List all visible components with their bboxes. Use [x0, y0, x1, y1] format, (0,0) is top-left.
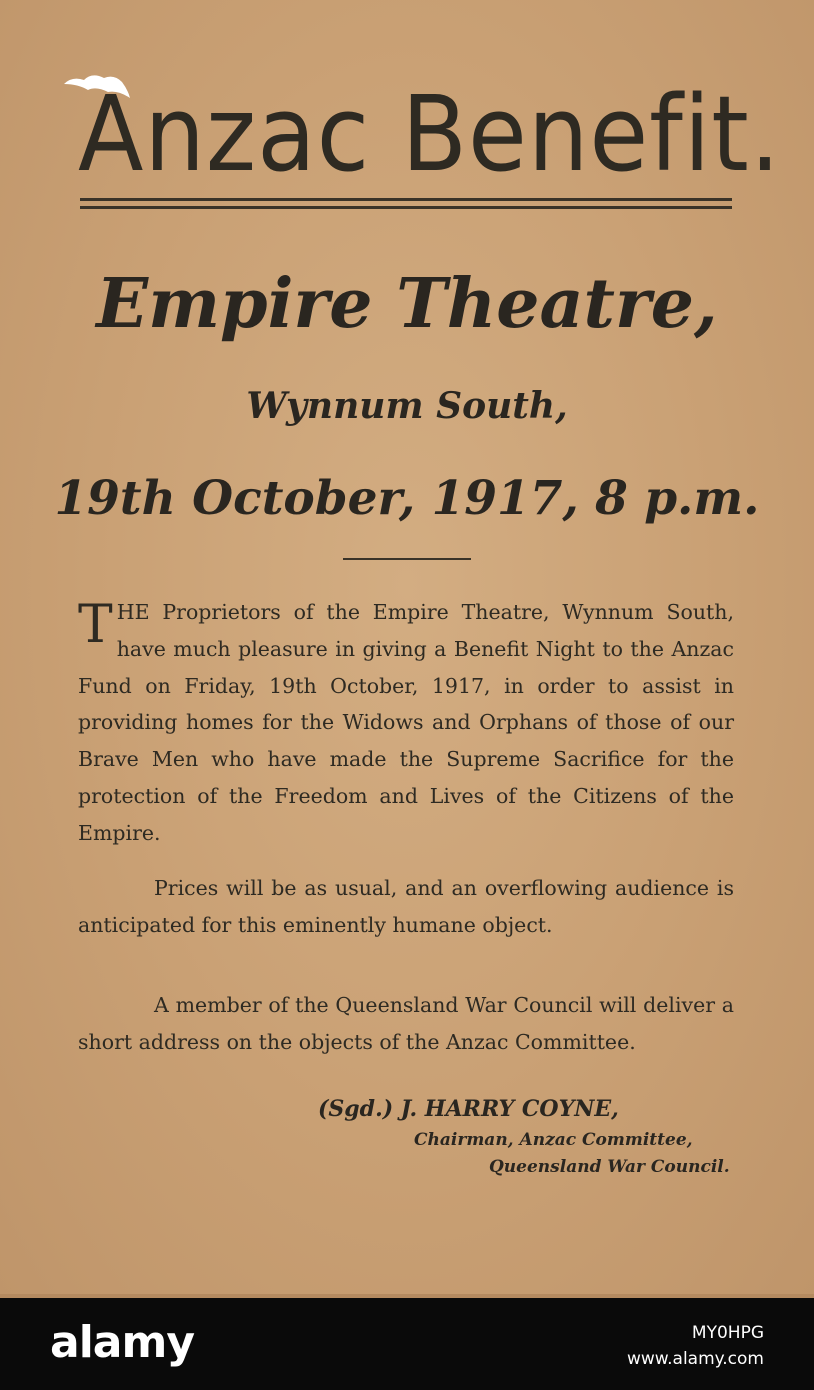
image-id: MY0HPG [691, 1323, 764, 1343]
paragraph-announcement [78, 594, 734, 852]
alamy-logo: alamy [50, 1317, 194, 1368]
drop-cap: T [78, 595, 113, 655]
theatre-name: Empire Theatre, [96, 264, 718, 344]
footer-url: www.alamy.com [626, 1349, 764, 1369]
paragraph-announcement-text: HE Proprietors of the Empire Theatre, Wynnum South, have much pleasure in giving a Benefit Night to the Anzac Fund on Friday, 19th October, 1917, in order to assist in providing homes for the Widows and Orphans of those of our Brave Men who have made the Supreme Sacrifice for the protection of the Freedom and Lives of the Citizens of the Empire. [78, 600, 734, 845]
paragraph-prices: Prices will be as usual, and an overflowing audience is anticipated for this eminently humane object. [78, 876, 734, 937]
event-datetime: 19th October, 1917, 8 p.m. [54, 471, 760, 526]
section-divider [343, 558, 471, 560]
poster-title: Anzac Benefit. [78, 73, 782, 195]
signatory-title-council: Queensland War Council. [489, 1157, 730, 1177]
theatre-location: Wynnum South, [246, 385, 568, 427]
stock-footer-bar [0, 1298, 814, 1390]
signatory-title-committee: Chairman, Anzac Committee, [414, 1130, 693, 1150]
paragraph-address: A member of the Queensland War Council will deliver a short address on the objects of the Anzac Committee. [78, 993, 734, 1054]
signature-line: (Sgd.) J. HARRY COYNE, [318, 1096, 619, 1122]
title-double-rule [80, 198, 732, 209]
